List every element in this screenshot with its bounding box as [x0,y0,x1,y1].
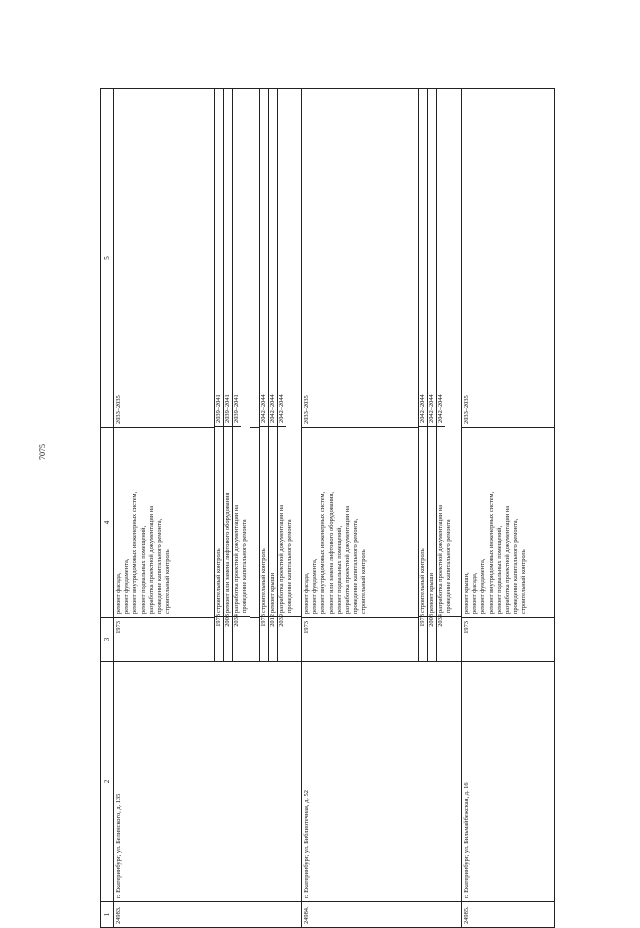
works-table [100,88,555,928]
work-line: строительный контроль [360,549,368,614]
sub-period: 2042–2044 [437,82,445,427]
page-number: 7075 [38,444,47,460]
sub-work-line: проведение капитального ремонта [241,519,249,613]
period-cell: 2033–2035 [303,395,310,424]
work-line: разработка проектной документации на [344,505,352,614]
row-number: 24983. [114,901,301,927]
sub-work: строительный контроль [260,420,268,617]
sub-work: строительный контроль [215,420,223,617]
works-cell [462,427,554,617]
table-row [114,89,302,927]
work-line: ремонт или замена лифтового оборудования, [327,491,335,614]
sub-row [214,89,223,661]
sub-period: 2042–2044 [260,82,268,427]
row-number: 24984. [302,901,461,927]
work-line: ремонт фундамента, [123,558,131,614]
work-line: ремонт крыши, [463,572,470,614]
column-header-4: 4 [101,427,114,617]
work-line: ремонт подвальных помещений, [139,525,147,614]
sub-row [259,89,268,661]
work-line: проведение капитального ремонта, [352,518,360,614]
sub-row [436,89,461,661]
year-cell: 1973 [114,617,301,661]
sub-work: ремонт крыши [428,420,436,617]
sub-row [223,89,232,661]
sub-period: 2042–2044 [278,82,286,427]
sub-work: ремонт крыши [269,420,277,617]
period-cell: 2033–2035 [115,395,122,424]
work-line: ремонт фундамента, [311,558,319,614]
work-line: проведение капитального ремонта, [512,518,520,614]
sub-work [233,420,250,617]
work-line: ремонт фасада, [115,572,122,614]
address-cell: г. Екатеринбург, ул. Белинского, д. 135 [114,661,301,901]
sub-year: 2034 [233,614,240,627]
sub-period: 2039–2041 [224,82,232,427]
sub-row [427,89,436,661]
work-line: ремонт подвальных помещений, [495,525,503,614]
work-line: ремонт фасада, [471,572,479,614]
year-cell: 1973 [302,617,461,661]
sub-work-line: разработка проектной документации на [278,504,285,613]
sub-period: 2039–2041 [215,82,223,427]
sub-row [418,89,427,661]
work-line: строительный контроль [164,549,172,614]
work-line: строительный контроль [520,549,528,614]
work-line: ремонт фасада, [303,572,310,614]
sub-period: 2042–2044 [428,82,436,427]
work-line: разработка проектной документации на [147,505,155,614]
sub-work-line: разработка проектной документации на [233,504,240,613]
sub-year: 2008 [428,614,435,627]
table-row [302,89,462,927]
work-line: ремонт внутридомовых инженерных систем, [487,491,495,614]
address-cell: г. Екатеринбург, ул. Бильмайбежская, д. 16 [462,661,554,901]
row-number: 24985. [462,901,554,927]
work-line: ремонт внутридомовых инженерных систем, [319,491,327,614]
column-header-5: 5 [101,89,114,427]
address-cell: г. Екатеринбург, ул. Библиотечная, д. 52 [302,661,461,901]
column-header-3: 3 [101,617,114,661]
sub-work-line: проведение капитального ремонта [445,519,453,613]
sub-work [437,420,461,617]
work-line: проведение капитального ремонта, [156,518,164,614]
work-line: ремонт фундамента, [479,558,487,614]
sub-row [277,89,301,661]
sub-year: 1973 [419,614,426,627]
year-cell: 1973 [462,617,554,661]
sub-year: 2034 [437,614,444,627]
sub-year: 2039 [278,614,285,627]
sub-work: ремонт или замена лифтового оборудования [224,420,232,617]
work-line: ремонт внутридомовых инженерных систем, [131,491,139,614]
sub-year: 2003 [224,614,231,627]
sub-year: 1973 [215,614,222,627]
period-cell: 2033–2035 [463,395,470,424]
sub-period: 2039–2041 [233,82,241,427]
column-header-2: 2 [101,661,114,901]
sub-row [268,89,277,661]
work-line: разработка проектной документации на [504,505,512,614]
sub-row [232,89,250,661]
sub-work [278,420,301,617]
sub-year: 2012 [269,614,276,627]
work-line: ремонт подвальных помещений, [335,525,343,614]
sub-period: 2042–2044 [419,82,427,427]
sub-work: строительный контроль [419,420,427,617]
sub-year: 1973 [260,614,267,627]
sub-work-line: проведение капитального ремонта [286,519,294,613]
sub-work-line: разработка проектной документации на [437,504,444,613]
sub-period: 2042–2044 [269,82,277,427]
table-row [462,89,554,927]
column-header-1: 1 [101,901,114,927]
